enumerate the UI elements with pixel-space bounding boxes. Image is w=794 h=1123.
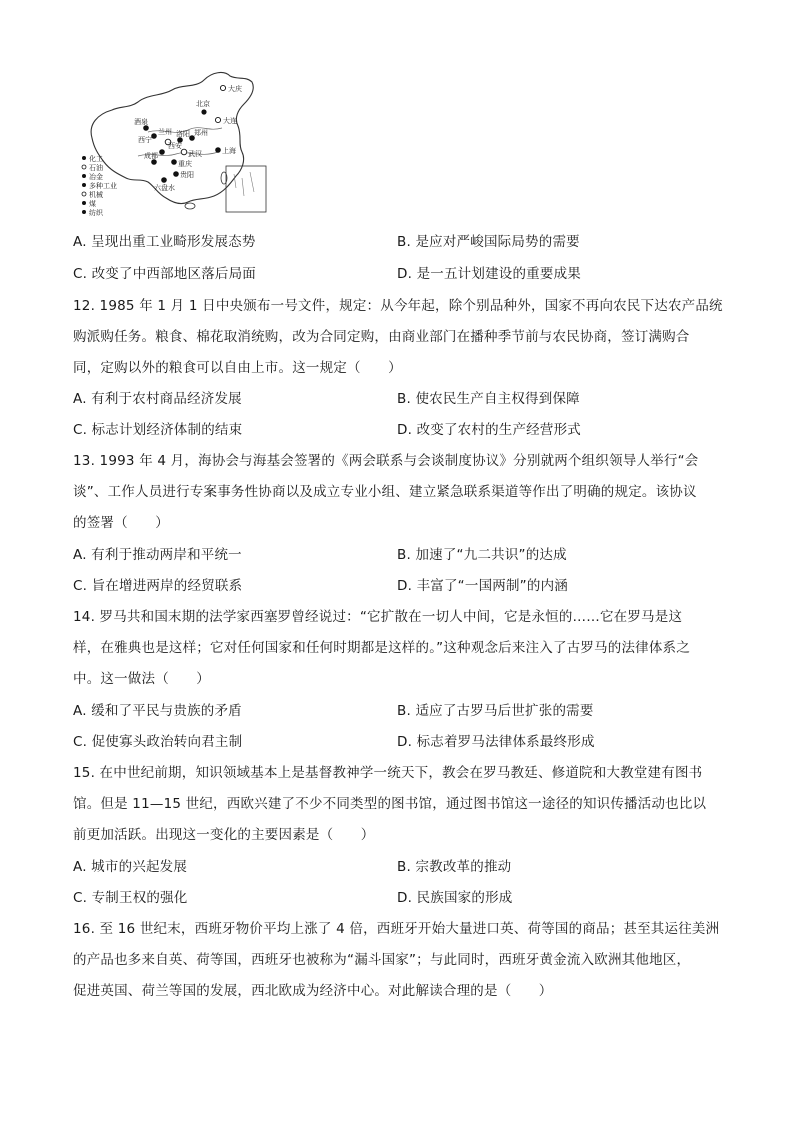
city-label: 郑州 bbox=[194, 129, 208, 137]
city-label: 贵阳 bbox=[180, 171, 194, 179]
q11-option-a[interactable]: A. 呈现出重工业畸形发展态势 bbox=[73, 234, 256, 250]
city-label: 酒泉 bbox=[134, 118, 148, 126]
legend-label: 纺织 bbox=[89, 209, 103, 216]
city-label: 重庆 bbox=[178, 160, 192, 168]
q16-stem-line: 的产品也多来自英、荷等国，西班牙也被称为“漏斗国家”；与此同时，西班牙黄金流入欧洲其他地区， bbox=[73, 952, 691, 968]
q15-option-a[interactable]: A. 城市的兴起发展 bbox=[73, 859, 188, 875]
q13-stem-line: 的签署（ ） bbox=[73, 515, 169, 531]
q15-stem-line: 馆。但是 11—15 世纪，西欧兴建了不少不同类型的图书馆，通过图书馆这一途径的知识传播活动也比以 bbox=[73, 796, 707, 812]
q14-stem-line: 样，在雅典也是这样；它对任何国家和任何时期都是这样的。”这种观念后来注入了古罗马的法律体系之 bbox=[73, 640, 690, 656]
city-label: 北京 bbox=[196, 100, 210, 108]
q15-option-c[interactable]: C. 专制王权的强化 bbox=[73, 890, 188, 906]
q12-stem-line: 12. 1985 年 1 月 1 日中央颁布一号文件，规定：从今年起，除个别品种外，国家不再向农民下达农产品统 bbox=[73, 298, 723, 314]
map-legend bbox=[82, 154, 117, 216]
q13-option-d[interactable]: D. 丰富了“一国两制”的内涵 bbox=[397, 578, 568, 594]
q13-stem-line: 谈”、工作人员进行专案事务性协商以及成立专业小组、建立紧急联系渠道等作出了明确的规定。该协议 bbox=[73, 484, 697, 500]
legend-label: 冶金 bbox=[89, 173, 103, 181]
legend-label: 煤 bbox=[89, 200, 96, 208]
city-label: 西宁 bbox=[138, 136, 152, 144]
q13-option-a[interactable]: A. 有利于推动两岸和平统一 bbox=[73, 547, 242, 563]
city-label: 六盘水 bbox=[154, 184, 175, 192]
q15-option-d[interactable]: D. 民族国家的形成 bbox=[397, 890, 513, 906]
q14-option-a[interactable]: A. 缓和了平民与贵族的矛盾 bbox=[73, 703, 242, 719]
legend-label: 多种工业 bbox=[89, 182, 117, 190]
q14-stem-line: 14. 罗马共和国末期的法学家西塞罗曾经说过：“它扩散在一切人中间，它是永恒的……它在罗马是这 bbox=[73, 609, 683, 625]
q12-stem-line: 购派购任务。粮食、棉花取消统购，改为合同定购，由商业部门在播种季节前与农民协商，签订满购合 bbox=[73, 329, 690, 345]
city-label: 兰州 bbox=[158, 128, 172, 136]
q14-option-c[interactable]: C. 促使寡头政治转向君主制 bbox=[73, 734, 243, 750]
industry-map-figure bbox=[78, 66, 272, 216]
q11-option-d[interactable]: D. 是一五计划建设的重要成果 bbox=[397, 266, 581, 282]
city-label: 上海 bbox=[222, 147, 236, 155]
q16-stem-line: 促进英国、荷兰等国的发展，西北欧成为经济中心。对此解读合理的是（ ） bbox=[73, 983, 553, 999]
city-label: 洛阳 bbox=[176, 130, 190, 138]
q12-stem-line: 同，定购以外的粮食可以自由上市。这一规定（ ） bbox=[73, 360, 402, 376]
legend-label: 石油 bbox=[89, 164, 103, 172]
city-label: 成都 bbox=[144, 152, 158, 160]
q15-stem-line: 15. 在中世纪前期，知识领域基本上是基督教神学一统天下，教会在罗马教廷、修道院和大教堂建有图书 bbox=[73, 765, 703, 781]
q14-option-d[interactable]: D. 标志着罗马法律体系最终形成 bbox=[397, 734, 595, 750]
q12-option-b[interactable]: B. 使农民生产自主权得到保障 bbox=[397, 391, 580, 407]
china-map-graphic bbox=[78, 66, 272, 216]
q16-stem-line: 16. 至 16 世纪末，西班牙物价平均上涨了 4 倍，西班牙开始大量进口英、荷等国的商品；甚至其运往美洲 bbox=[73, 921, 720, 937]
q12-option-d[interactable]: D. 改变了农村的生产经营形式 bbox=[397, 422, 581, 438]
q12-option-c[interactable]: C. 标志计划经济体制的结束 bbox=[73, 422, 243, 438]
q15-stem-line: 前更加活跃。出现这一变化的主要因素是（ ） bbox=[73, 827, 375, 843]
city-label: 大连 bbox=[223, 117, 237, 125]
q13-option-b[interactable]: B. 加速了“九二共识”的达成 bbox=[397, 547, 567, 563]
q13-option-c[interactable]: C. 旨在增进两岸的经贸联系 bbox=[73, 578, 243, 594]
q12-option-a[interactable]: A. 有利于农村商品经济发展 bbox=[73, 391, 242, 407]
city-label: 西安 bbox=[168, 142, 182, 150]
q11-option-b[interactable]: B. 是应对严峻国际局势的需要 bbox=[397, 234, 580, 250]
q14-stem-line: 中。这一做法（ ） bbox=[73, 671, 210, 687]
q14-option-b[interactable]: B. 适应了古罗马后世扩张的需要 bbox=[397, 703, 594, 719]
q15-option-b[interactable]: B. 宗教改革的推动 bbox=[397, 859, 512, 875]
legend-label: 机械 bbox=[89, 191, 103, 199]
city-label: 大庆 bbox=[228, 85, 242, 93]
city-label: 武汉 bbox=[188, 150, 202, 158]
q11-option-c[interactable]: C. 改变了中西部地区落后局面 bbox=[73, 266, 257, 282]
q13-stem-line: 13. 1993 年 4 月，海协会与海基会签署的《两会联系与会谈制度协议》分别就两个组织领导人举行“会 bbox=[73, 453, 699, 469]
legend-label: 化工 bbox=[89, 155, 103, 163]
